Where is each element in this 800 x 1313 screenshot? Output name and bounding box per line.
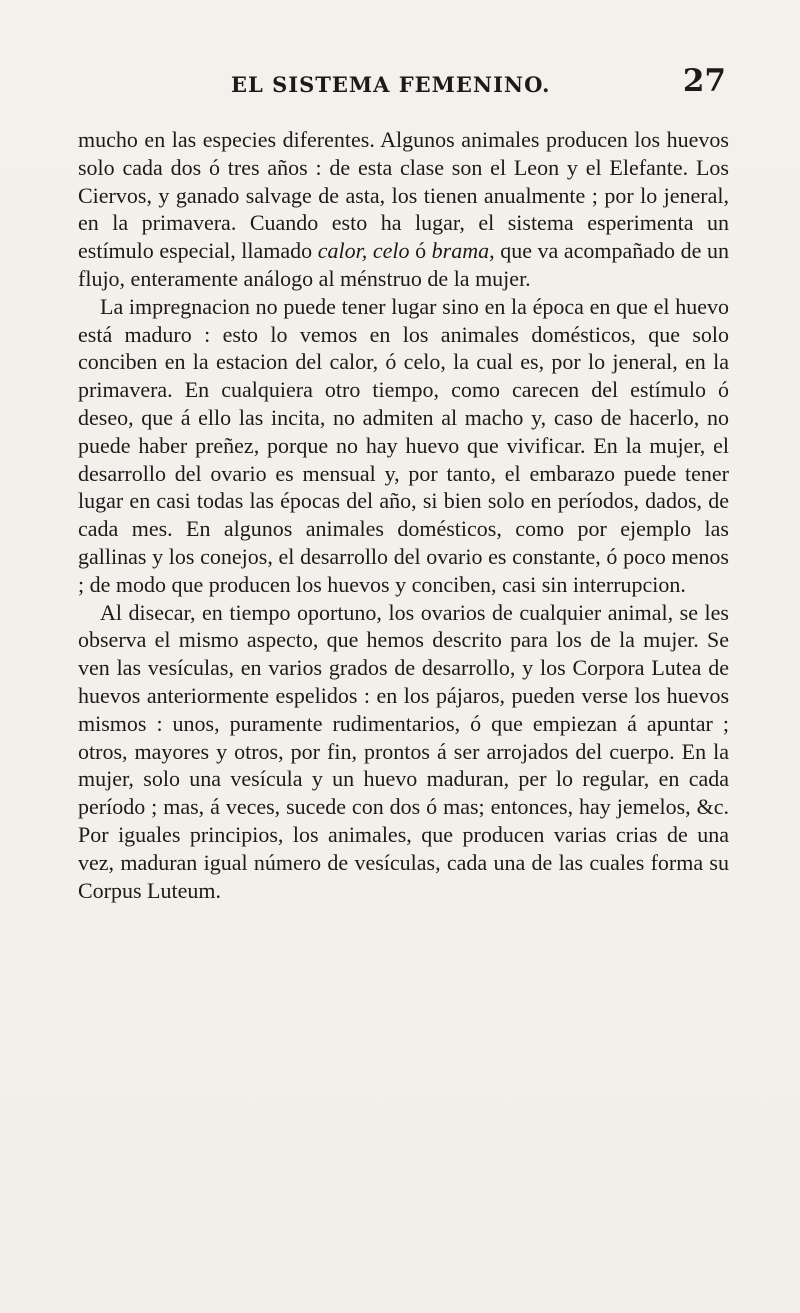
page-number: 27 (682, 63, 726, 99)
paragraph (78, 126, 729, 293)
text-segment: mucho en las especies diferentes. Algunos animales producen los huevos solo cada dos ó tres años : de esta clase son el Leon y el Elefante. Los Ciervos, y ganado salvage de asta, los tienen anualmente ; por lo jeneral, en la primavera. Cuando esto ha lugar, el sistema esperimenta un estímulo especial, llamado (78, 127, 729, 264)
running-title: EL SISTEMA FEMENINO. (231, 72, 551, 97)
body-text (78, 126, 729, 904)
text-segment: La impregnacion no puede tener lugar sino en la época en que el huevo está maduro : esto lo vemos en los animales domésticos, que solo conciben en la estacion del calor, ó celo, la cual es, por lo jeneral, en la primavera. En cualquiera otro tiempo, como carecen del estímulo ó deseo, que á ello las incita, no admiten al macho y, caso de hacerlo, no puede haber preñez, porque no hay huevo que vivificar. En la mujer, el desarrollo del ovario es mensual y, por tanto, el embarazo puede tener lugar en casi todas las épocas del año, si bien solo en períodos, dados, de cada mes. En algunos animales domésticos, como por ejemplo las gallinas y los conejos, el desarrollo del ovario es constante, ó poco menos ; de modo que producen los huevos y conciben, casi sin interrupcion. (78, 293, 729, 597)
text-segment: que va acompañado de un flujo, enteramente análogo al ménstruo de la mujer. (78, 238, 729, 291)
paragraph (78, 293, 729, 599)
text-segment: Al disecar, en tiempo oportuno, los ovarios de cualquier animal, se les observa el mismo aspecto, que hemos descrito para los de la mujer. Se ven las vesículas, en varios grados de desarrollo, y los Corpora Lutea de huevos anteriormente espelidos : en los pájaros, pueden verse los huevos mismos : unos, puramente rudimentarios, ó que empiezan á apuntar ; otros, mayores y otros, por fin, prontos á ser arrojados del cuerpo. En la mujer, solo una vesícula y un huevo maduran, per lo regular, en cada período ; mas, á veces, sucede con dos ó mas; entonces, hay jemelos, &c. Por iguales principios, los animales, que producen varias crias de una vez, maduran igual número de vesículas, cada una de las cuales forma su Corpus Luteum. (78, 599, 729, 903)
paragraph (78, 599, 729, 905)
text-segment: ó (409, 238, 432, 264)
italic-term: brama, (431, 238, 495, 264)
page-header (78, 63, 730, 110)
italic-term: calor, celo (317, 238, 410, 264)
